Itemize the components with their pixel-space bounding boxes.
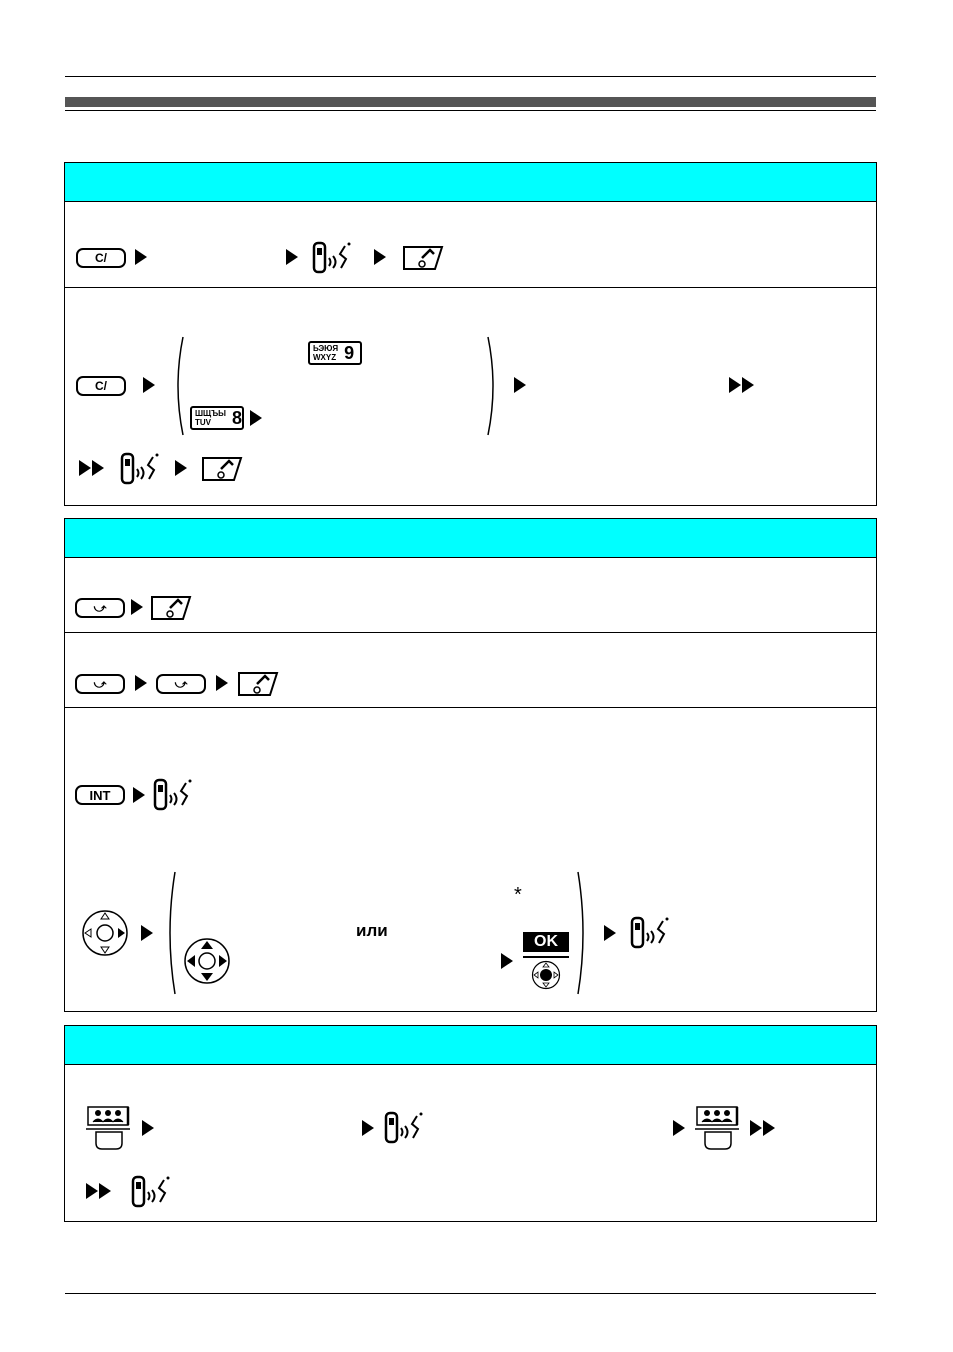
talking-handset-icon: [311, 240, 355, 276]
end-call-key-icon[interactable]: [402, 244, 444, 272]
talking-handset-icon: [383, 1110, 427, 1146]
double-arrow-icon: [79, 460, 105, 476]
key-8-icon[interactable]: ШЩЪЫ TUV 8: [190, 406, 244, 430]
transfer-key-icon[interactable]: ⤻: [75, 598, 125, 618]
left-bracket: [171, 335, 185, 437]
right-bracket: [486, 335, 500, 437]
top-thick-bar: [65, 97, 876, 107]
play-arrow-icon: [142, 1120, 154, 1136]
conference-key-icon[interactable]: [86, 1105, 132, 1151]
double-arrow-icon: [86, 1183, 112, 1199]
ok-key-icon[interactable]: OK: [523, 932, 569, 952]
ok-divider: [523, 956, 569, 958]
clear-key-icon[interactable]: C/: [76, 248, 126, 268]
play-arrow-icon: [501, 953, 513, 969]
play-arrow-icon: [133, 787, 145, 803]
section-1-separator: [65, 287, 876, 288]
conference-key-icon[interactable]: [695, 1105, 741, 1151]
play-arrow-icon: [135, 249, 147, 265]
key-9-icon[interactable]: ЬЭЮЯ WXYZ 9: [308, 341, 362, 365]
transfer-key-icon[interactable]: ⤻: [156, 674, 206, 694]
talking-handset-icon: [629, 915, 673, 951]
left-bracket: [163, 870, 177, 996]
play-arrow-icon: [175, 460, 187, 476]
play-arrow-icon: [216, 675, 228, 691]
section-1-header: [65, 163, 876, 202]
section-2-separator-a: [65, 632, 876, 633]
navigator-key-icon[interactable]: [183, 937, 231, 985]
play-arrow-icon: [141, 925, 153, 941]
double-arrow-icon: [729, 377, 755, 393]
talking-handset-icon: [130, 1174, 174, 1210]
navigator-key-icon[interactable]: [81, 909, 129, 957]
section-2-header: [65, 519, 876, 558]
clear-key-icon[interactable]: C/: [76, 376, 126, 396]
play-arrow-icon: [604, 925, 616, 941]
right-bracket: [576, 870, 590, 996]
top-under-rule: [65, 110, 876, 111]
section-2-separator-b: [65, 707, 876, 708]
navigator-center-icon[interactable]: [531, 960, 561, 990]
or-label: или: [356, 921, 388, 940]
play-arrow-icon: [286, 249, 298, 265]
section-1: [64, 162, 877, 506]
play-arrow-icon: [673, 1120, 685, 1136]
end-call-key-icon[interactable]: [201, 455, 243, 483]
int-key-icon[interactable]: INT: [75, 785, 125, 805]
play-arrow-icon: [514, 377, 526, 393]
play-arrow-icon: [374, 249, 386, 265]
end-call-key-icon[interactable]: [150, 594, 192, 622]
double-arrow-icon: [750, 1120, 776, 1136]
play-arrow-icon: [143, 377, 155, 393]
star-symbol: *: [514, 884, 522, 906]
play-arrow-icon: [135, 675, 147, 691]
talking-handset-icon: [152, 777, 196, 813]
bottom-rule: [65, 1293, 876, 1294]
transfer-key-icon[interactable]: ⤻: [75, 674, 125, 694]
play-arrow-icon: [362, 1120, 374, 1136]
talking-handset-icon: [119, 451, 163, 487]
end-call-key-icon[interactable]: [237, 670, 279, 698]
play-arrow-icon: [131, 599, 143, 615]
top-thin-rule: [65, 76, 876, 77]
play-arrow-icon: [250, 410, 262, 426]
section-3-header: [65, 1026, 876, 1065]
